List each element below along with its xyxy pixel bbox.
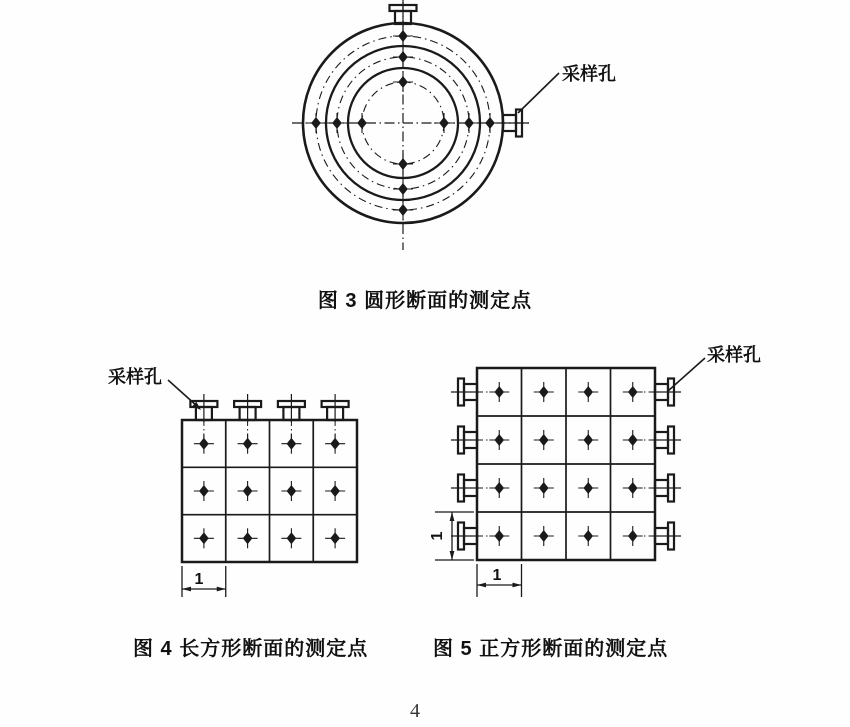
figure3-leader-line bbox=[518, 73, 559, 113]
figure4-diagram bbox=[88, 352, 400, 604]
figure3-centerlines bbox=[292, 2, 532, 250]
figure3-sampling-port-right bbox=[501, 110, 529, 137]
figure5-dimension-bottom-label: 1 bbox=[492, 567, 502, 584]
figure3-diagram bbox=[268, 0, 640, 260]
figure3-caption: 图 3 圆形断面的测定点 bbox=[317, 290, 533, 312]
figure5-dimension-left-label: 1 bbox=[429, 531, 446, 541]
figure5-grid bbox=[477, 368, 655, 560]
figure4-leader-arrow bbox=[168, 380, 201, 410]
figure3-sampling-port-top bbox=[390, 0, 417, 26]
figure3-sampling-hole-label: 采样孔 bbox=[562, 64, 616, 84]
figure5-dimension-bottom bbox=[477, 564, 522, 597]
figure4-dimension-bottom bbox=[182, 566, 226, 597]
figure5-diagram bbox=[418, 333, 790, 605]
figure4-caption: 图 4 长方形断面的测定点 bbox=[133, 638, 369, 660]
page-number: 4 bbox=[410, 700, 420, 722]
figure4-sampling-hole-label: 采样孔 bbox=[108, 367, 162, 387]
figure5-caption: 图 5 正方形断面的测定点 bbox=[433, 638, 669, 660]
figure5-sampling-hole-label: 采样孔 bbox=[707, 345, 761, 365]
figure4-dimension-label: 1 bbox=[194, 571, 204, 588]
